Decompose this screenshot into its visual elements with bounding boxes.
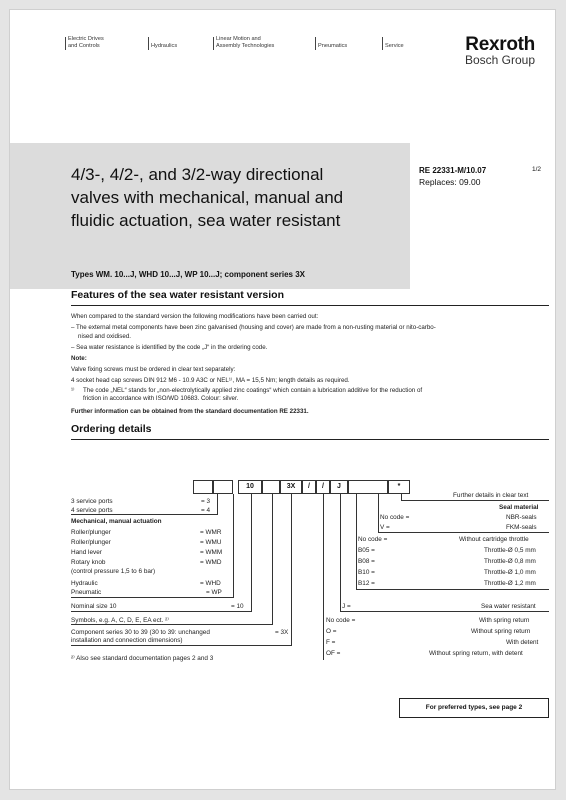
seal-nocode: No code =: [380, 514, 410, 521]
throttle-b08: Throttle-Ø 0,8 mm: [484, 558, 536, 565]
nav-service[interactable]: Service: [385, 43, 404, 49]
features-intro: When compared to the standard version the following modifications have been carried out:: [71, 313, 319, 320]
connector-line: [340, 494, 341, 612]
series-code: = 3X: [275, 629, 289, 636]
nav-divider: [315, 37, 316, 50]
nav-divider: [148, 37, 149, 50]
ordering-heading: Ordering details: [71, 423, 152, 435]
throttle-b12: Throttle-Ø 1,2 mm: [484, 580, 536, 587]
features-bullet-1-cont: nised and oxidised.: [78, 333, 131, 340]
actuation-item: Hand lever: [71, 549, 102, 556]
note-label: Note:: [71, 355, 87, 362]
code-box: 3X: [280, 480, 302, 494]
spring-nocode: No code =: [326, 617, 356, 624]
nominal-size-label: Nominal size 10: [71, 603, 117, 610]
actuation-code: = WHD: [200, 580, 221, 587]
page-number: 1/2: [532, 166, 542, 173]
actuation-item: Rotary knob: [71, 559, 106, 566]
throttle-b10: Throttle-Ø 1,0 mm: [484, 569, 536, 576]
document-page: [9, 9, 556, 790]
types-line: Types WM. 10...J, WHD 10...J, WP 10...J; component series 3X: [71, 270, 305, 279]
nav-pneumatics[interactable]: Pneumatics: [318, 43, 348, 49]
nav-hydraulics[interactable]: Hydraulics: [151, 43, 178, 49]
spring-o-code: O =: [326, 628, 337, 635]
seal-fkm: FKM-seals: [506, 524, 537, 531]
features-bullet-1: – The external metal components have been zinc galvanised (housing and cover) are made from a non-rusting material or nito-carbo-: [71, 324, 436, 331]
preferred-types-link[interactable]: For preferred types, see page 2: [399, 698, 549, 718]
connector-line: [272, 494, 273, 625]
code-box: [193, 480, 213, 494]
spring-f-code: F =: [326, 639, 336, 646]
seal-nbr: NBR-seals: [506, 514, 537, 521]
actuation-code: = WMU: [200, 539, 222, 546]
sea-underline: [340, 611, 549, 612]
code-box: /: [316, 480, 330, 494]
code-box: 10: [238, 480, 262, 494]
brand-group: Bosch Group: [464, 53, 535, 67]
code-box: [348, 480, 388, 494]
connector-line: [233, 494, 234, 598]
connector-line: [401, 494, 402, 501]
ports-4-code: = 4: [201, 507, 211, 514]
further-details: Further details in clear text: [453, 492, 529, 499]
brand-logo: Rexroth: [465, 34, 535, 55]
actuation-item: Roller/plunger: [71, 529, 111, 536]
seal-underline: [378, 532, 549, 533]
actuation-item: Hydraulic: [71, 580, 98, 587]
features-bullet-2: – Sea water resistance is identified by the code „J“ in the ordering code.: [71, 344, 268, 351]
features-heading: Features of the sea water resistant version: [71, 289, 284, 301]
note-text-1: Valve fixing screws must be ordered in clear text separately:: [71, 366, 236, 373]
ports-3-code: = 3: [201, 498, 211, 505]
without-spring-with-detent: Without spring return, with detent: [429, 650, 523, 657]
connector-line: [378, 494, 379, 533]
spring-of-code: OF =: [326, 650, 341, 657]
throttle-nocode: No code =: [358, 536, 388, 543]
seal-heading: Seal material: [499, 504, 539, 511]
actuation-code: = WMM: [200, 549, 223, 556]
divider: [71, 305, 549, 306]
further-info: Further information can be obtained from the standard documentation RE 22331.: [71, 408, 309, 415]
ports-underline: [71, 514, 217, 515]
title-line: 4/3-, 4/2-, and 3/2-way directional: [71, 165, 324, 184]
connector-line: [291, 494, 292, 646]
series-label-cont: installation and connection dimensions): [71, 637, 183, 644]
footnote-text: The code „NEL“ stands for „non-electrolytically applied zinc coatings“ which contain a lubrication additive for the reduction of: [83, 387, 423, 394]
throttle-b10-code: B10 =: [358, 569, 375, 576]
connector-line: [356, 494, 357, 590]
document-title: [71, 163, 343, 232]
connector-line: [251, 494, 252, 612]
symbols-label: Symbols, e.g. A, C, D, E, EA ect. ²⁾: [71, 617, 169, 624]
code-box: J: [330, 480, 348, 494]
nav-divider: [213, 37, 214, 50]
footnote-text-cont: friction in accordance with ISO/WD 10683. Colour: silver.: [83, 395, 239, 402]
ports-4-label: 4 service ports: [71, 507, 113, 514]
throttle-b05: Throttle-Ø 0,5 mm: [484, 547, 536, 554]
title-line: fluidic actuation, sea water resistant: [71, 211, 341, 230]
ports-3-label: 3 service ports: [71, 498, 113, 505]
actuation-code: = WMR: [200, 529, 222, 536]
nav-divider: [65, 37, 66, 50]
code-box: [262, 480, 280, 494]
rotary-note: (control pressure 1,5 to 6 bar): [71, 568, 156, 575]
connector-line: [323, 494, 324, 660]
title-line: valves with mechanical, manual and: [71, 188, 344, 207]
nav-linear-motion[interactable]: Linear Motion and Assembly Technologies: [216, 36, 275, 49]
replaces-note: Replaces: 09.00: [419, 177, 481, 187]
mechanical-heading: Mechanical, manual actuation: [71, 518, 162, 525]
throttle-b08-code: B08 =: [358, 558, 375, 565]
nav-divider: [382, 37, 383, 50]
document-code: RE 22331-M/10.07: [419, 166, 487, 175]
actuation-item: Roller/plunger: [71, 539, 111, 546]
code-box: [213, 480, 233, 494]
footnote-mark: ¹⁾: [71, 387, 75, 394]
divider: [71, 439, 549, 440]
with-spring-return: With spring return: [479, 617, 530, 624]
sea-water-resistant: Sea water resistant: [481, 603, 536, 610]
note-text-2: 4 socket head cap screws DIN 912 M6 - 10.9 A3C or NEL¹⁾, MA = 15,5 Nm; length details as required.: [71, 377, 350, 384]
nominal-size-code: = 10: [231, 603, 244, 610]
throttle-b05-code: B05 =: [358, 547, 375, 554]
throttle-underline: [356, 589, 549, 590]
series-label: Component series 30 to 39 (30 to 39: unchanged: [71, 629, 210, 636]
throttle-none: Without cartridge throttle: [459, 536, 529, 543]
series-underline: [71, 645, 291, 646]
footnote-2: ²⁾ Also see standard documentation pages 2 and 3: [71, 655, 214, 662]
actuation-underline: [71, 597, 233, 598]
without-spring-return: Without spring return: [471, 628, 531, 635]
with-detent: With detent: [506, 639, 539, 646]
code-box: /: [302, 480, 316, 494]
code-box: *: [388, 480, 410, 494]
connector-line: [217, 494, 218, 515]
further-underline: [401, 500, 549, 501]
sea-j-code: J =: [342, 603, 351, 610]
actuation-code: = WMD: [200, 559, 222, 566]
nominal-underline: [71, 611, 251, 612]
seal-v-code: V =: [380, 524, 390, 531]
symbols-underline: [71, 624, 272, 625]
actuation-code: = WP: [206, 589, 222, 596]
nav-electric-drives[interactable]: Electric Drives and Controls: [68, 36, 104, 49]
actuation-item: Pneumatic: [71, 589, 102, 596]
throttle-b12-code: B12 =: [358, 580, 375, 587]
